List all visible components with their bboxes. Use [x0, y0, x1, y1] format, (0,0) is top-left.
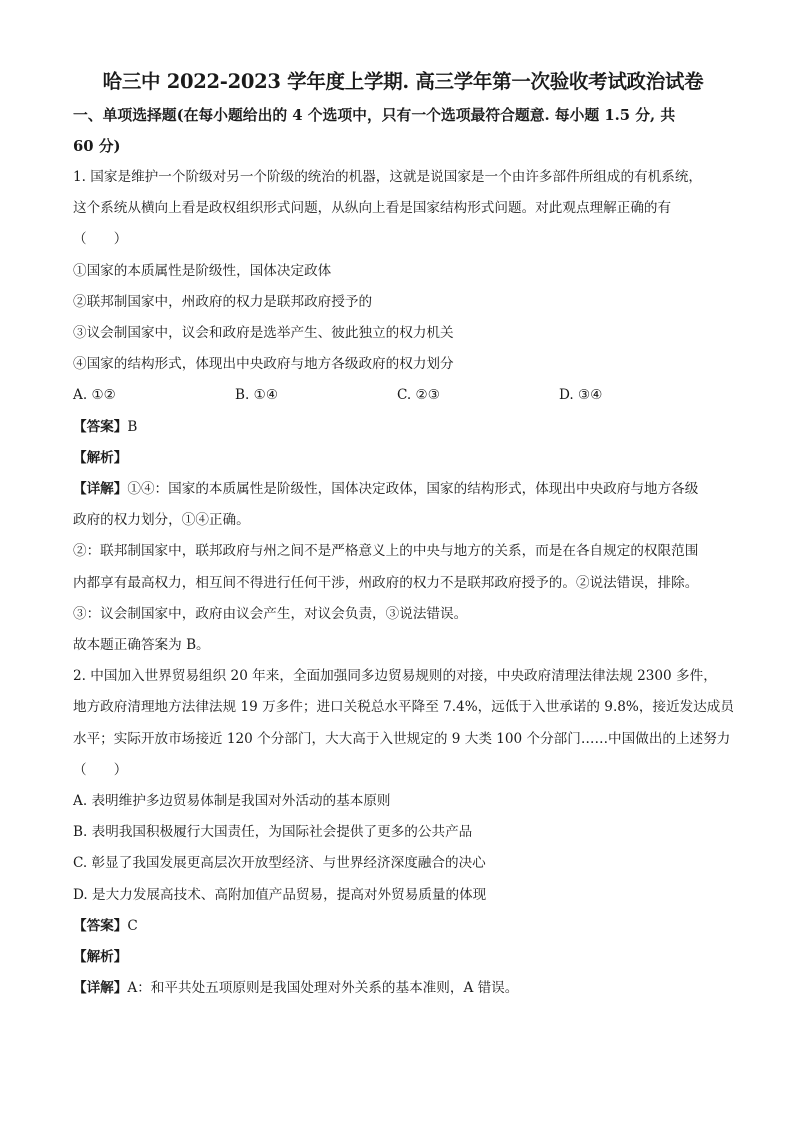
q1-answer-value: B: [127, 418, 138, 435]
q1-detail-line-6: 故本题正确答案为 B。: [73, 637, 210, 654]
q2-analysis-tag: 【解析】: [73, 949, 128, 966]
q2-option-b: B. 表明我国积极履行大国责任，为国际社会提供了更多的公共产品: [73, 824, 473, 841]
q2-stem-line-3: 水平；实际开放市场接近 120 个分部门，大大高于入世规定的 9 大类 100 个分部门……中国做出的上述努力: [73, 730, 731, 747]
q1-detail-tag: 【详解】: [73, 481, 128, 498]
q1-analysis-tag: 【解析】: [73, 449, 128, 466]
q1-detail-line-2: 政府的权力划分，①④正确。: [73, 512, 250, 529]
q2-answer-paren: （ ）: [73, 761, 128, 778]
q1-detail-text-1: ①④：国家的本质属性是阶级性，国体决定政体，国家的结构形式，体现出中央政府与地方各级: [127, 481, 699, 498]
q2-stem-line-2: 地方政府清理地方法律法规 19 万多件；进口关税总水平降至 7.4%，远低于入世承诺的 9.8%，接近发达成员: [73, 699, 734, 716]
q1-statement-1: ①国家的本质属性是阶级性，国体决定政体: [73, 262, 332, 279]
document-page: [73, 66, 733, 1004]
q1-detail-line-4: 内都享有最高权力，相互间不得进行任何干涉，州政府的权力不是联邦政府授予的。②说法错误，排除。: [73, 574, 699, 591]
q1-choices: [73, 380, 733, 411]
q2-answer: [73, 911, 733, 942]
q1-statement-2: ②联邦制国家中，州政府的权力是联邦政府授予的: [73, 293, 373, 310]
q1-stem-line-1: 1. 国家是维护一个阶级对另一个阶级的统治的机器，这就是说国家是一个由许多部件所组成的有机系统，: [73, 169, 703, 185]
q2-stem-line-1: 2. 中国加入世界贸易组织 20 年来，全面加强同多边贸易规则的对接，中央政府清理法律法规 2300 多件，: [73, 668, 717, 685]
q2-detail-tag: 【详解】: [73, 980, 128, 997]
q2-option-a: A. 表明维护多边贸易体制是我国对外活动的基本原则: [73, 793, 391, 810]
q2-option-d: D. 是大力发展高技术、高附加值产品贸易，提高对外贸易质量的体现: [73, 886, 487, 903]
q1-choice-a: A. ①②: [73, 387, 116, 404]
section-heading-line-1: 一、单项选择题(在每小题给出的 4 个选项中，只有一个选项最符合题意. 每小题 1.5 分, 共: [73, 107, 676, 124]
section-heading: [73, 100, 733, 162]
q1-detail-line-1: [73, 474, 733, 505]
q1-stem-line-2: 这个系统从横向上看是政权组织形式问题，从纵向上看是国家结构形式问题。对此观点理解正确的有: [73, 200, 672, 217]
q1-answer-paren: （ ）: [73, 231, 128, 248]
q1-answer: [73, 412, 733, 443]
question-2: [73, 661, 733, 1004]
q2-detail-text-1: A：和平共处五项原则是我国处理对外关系的基本准则，A 错误。: [127, 980, 519, 997]
q1-choice-d: D. ③④: [559, 387, 603, 404]
q1-detail-line-5: ③：议会制国家中，政府由议会产生，对议会负责，③说法错误。: [73, 605, 468, 622]
q1-statement-4: ④国家的结构形式，体现出中央政府与地方各级政府的权力划分: [73, 356, 454, 373]
q2-option-c: C. 彰显了我国发展更高层次开放型经济、与世界经济深度融合的决心: [73, 855, 486, 872]
q1-statement-3: ③议会制国家中，议会和政府是选举产生、彼此独立的权力机关: [73, 325, 454, 342]
question-1: [73, 162, 733, 661]
q1-answer-tag: 【答案】: [73, 418, 128, 435]
section-heading-line-2: 60 分): [73, 138, 121, 155]
page-title: 哈三中 2022-2023 学年度上学期. 高三学年第一次验收考试政治试卷: [102, 70, 704, 93]
q1-choice-b: B. ①④: [235, 387, 279, 404]
q2-answer-tag: 【答案】: [73, 917, 128, 934]
q2-detail-line-1: [73, 973, 733, 1004]
q1-choice-c: C. ②③: [397, 387, 440, 404]
q2-answer-value: C: [127, 917, 138, 934]
q1-detail-line-3: ②：联邦制国家中，联邦政府与州之间不是严格意义上的中央与地方的关系，而是在各自规定的权限范围: [73, 543, 699, 560]
